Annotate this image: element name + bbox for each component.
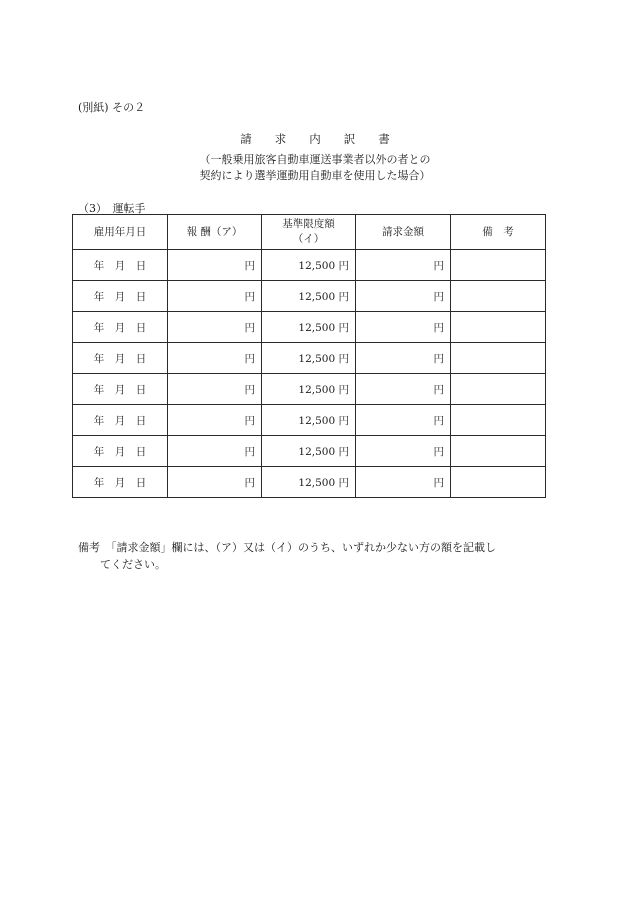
limit-cell: 12,500 円: [262, 312, 356, 343]
table-row: [73, 343, 546, 374]
header-employment-date: 雇用年月日: [73, 215, 168, 250]
compensation-cell[interactable]: 円: [168, 343, 262, 374]
attachment-label: (別紙) その２: [78, 101, 146, 114]
header-claim-amount: 請求金額: [356, 215, 451, 250]
header-compensation: 報 酬（ア）: [168, 215, 262, 250]
remarks-cell[interactable]: [451, 374, 546, 405]
remarks-cell[interactable]: [451, 405, 546, 436]
claim-cell[interactable]: 円: [356, 343, 451, 374]
header-limit-line1: 基準限度額: [282, 218, 335, 230]
table-row: [73, 312, 546, 343]
remarks-note-line2: てください。: [100, 558, 166, 571]
table-row: [73, 436, 546, 467]
claim-cell[interactable]: 円: [356, 374, 451, 405]
header-limit-amount: [262, 215, 356, 250]
remarks-cell[interactable]: [451, 250, 546, 281]
remarks-cell[interactable]: [451, 312, 546, 343]
limit-cell: 12,500 円: [262, 281, 356, 312]
remarks-cell[interactable]: [451, 343, 546, 374]
document-title: 請 求 内 訳 書: [240, 132, 390, 146]
compensation-cell[interactable]: 円: [168, 436, 262, 467]
limit-cell: 12,500 円: [262, 405, 356, 436]
date-cell[interactable]: 年 月 日: [73, 374, 168, 405]
limit-cell: 12,500 円: [262, 250, 356, 281]
header-remarks: 備 考: [451, 215, 546, 250]
table-row: [73, 405, 546, 436]
limit-cell: 12,500 円: [262, 343, 356, 374]
date-cell[interactable]: 年 月 日: [73, 312, 168, 343]
claim-cell[interactable]: 円: [356, 467, 451, 498]
claim-cell[interactable]: 円: [356, 312, 451, 343]
table-header-row: [73, 215, 546, 250]
claim-cell[interactable]: 円: [356, 250, 451, 281]
date-cell[interactable]: 年 月 日: [73, 467, 168, 498]
claim-cell[interactable]: 円: [356, 436, 451, 467]
limit-cell: 12,500 円: [262, 436, 356, 467]
compensation-cell[interactable]: 円: [168, 374, 262, 405]
date-cell[interactable]: 年 月 日: [73, 343, 168, 374]
table-row: [73, 467, 546, 498]
claim-cell[interactable]: 円: [356, 281, 451, 312]
compensation-cell[interactable]: 円: [168, 467, 262, 498]
remarks-note: [78, 539, 496, 573]
compensation-cell[interactable]: 円: [168, 405, 262, 436]
document-subtitle-line2: 契約により選挙運動用自動車を使用した場合）: [199, 169, 431, 182]
header-limit-line2: （イ）: [292, 233, 325, 245]
limit-cell: 12,500 円: [262, 374, 356, 405]
table-row: [73, 250, 546, 281]
date-cell[interactable]: 年 月 日: [73, 436, 168, 467]
date-cell[interactable]: 年 月 日: [73, 250, 168, 281]
date-cell[interactable]: 年 月 日: [73, 405, 168, 436]
remarks-cell[interactable]: [451, 436, 546, 467]
compensation-cell[interactable]: 円: [168, 281, 262, 312]
compensation-cell[interactable]: 円: [168, 250, 262, 281]
remarks-note-line1: 備考 「請求金額」欄には、（ア）又は（イ）のうち、いずれか少ない方の額を記載し: [78, 541, 496, 554]
table-row: [73, 281, 546, 312]
date-cell[interactable]: 年 月 日: [73, 281, 168, 312]
section-label: （3） 運転手: [78, 202, 146, 215]
remarks-cell[interactable]: [451, 467, 546, 498]
remarks-cell[interactable]: [451, 281, 546, 312]
table-row: [73, 374, 546, 405]
claim-breakdown-table: [72, 214, 546, 498]
compensation-cell[interactable]: 円: [168, 312, 262, 343]
document-subtitle-line1: （一般乗用旅客自動車運送事業者以外の者との: [199, 153, 431, 166]
limit-cell: 12,500 円: [262, 467, 356, 498]
claim-cell[interactable]: 円: [356, 405, 451, 436]
